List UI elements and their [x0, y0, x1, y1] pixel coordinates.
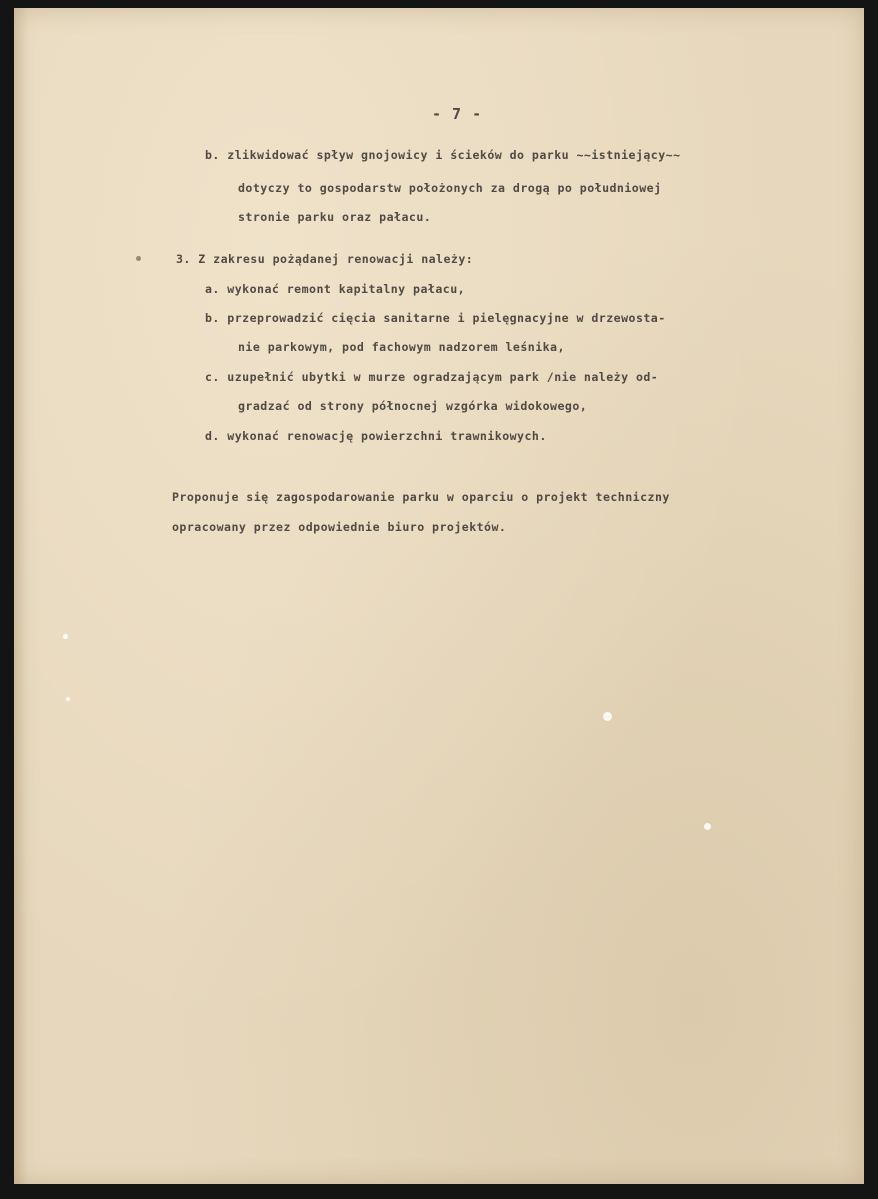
section-3-item-c-line-2: gradzać od strony północnej wzgórka widokowego, [238, 399, 588, 413]
paper-speck [603, 712, 612, 721]
section-3-heading: 3. Z zakresu pożądanej renowacji należy: [176, 252, 474, 266]
section-3-item-b-line-1: b. przeprowadzić cięcia sanitarne i pielęgnacyjne w drzewosta- [205, 311, 666, 325]
page-number: - 7 - [432, 105, 483, 123]
paper-speck [66, 697, 70, 701]
section-3-item-a: a. wykonać remont kapitalny pałacu, [205, 282, 466, 296]
paper-speck [704, 823, 711, 830]
closing-line-1: Proponuje się zagospodarowanie parku w oparciu o projekt techniczny [172, 490, 670, 504]
section-3-item-d: d. wykonać renowację powierzchni trawnikowych. [205, 429, 547, 443]
item-b-line-1: b. zlikwidować spływ gnojowicy i ścieków do parku ~~istniejący~~ [205, 148, 681, 162]
margin-dot [136, 256, 141, 261]
paper-speck [63, 634, 68, 639]
item-b-line-2: dotyczy to gospodarstw położonych za drogą po południowej [238, 181, 662, 195]
item-b-line-3: stronie parku oraz pałacu. [238, 210, 432, 224]
section-3-item-b-line-2: nie parkowym, pod fachowym nadzorem leśnika, [238, 340, 565, 354]
closing-line-2: opracowany przez odpowiednie biuro projektów. [172, 520, 507, 534]
section-3-item-c-line-1: c. uzupełnić ubytki w murze ogradzającym park /nie należy od- [205, 370, 659, 384]
